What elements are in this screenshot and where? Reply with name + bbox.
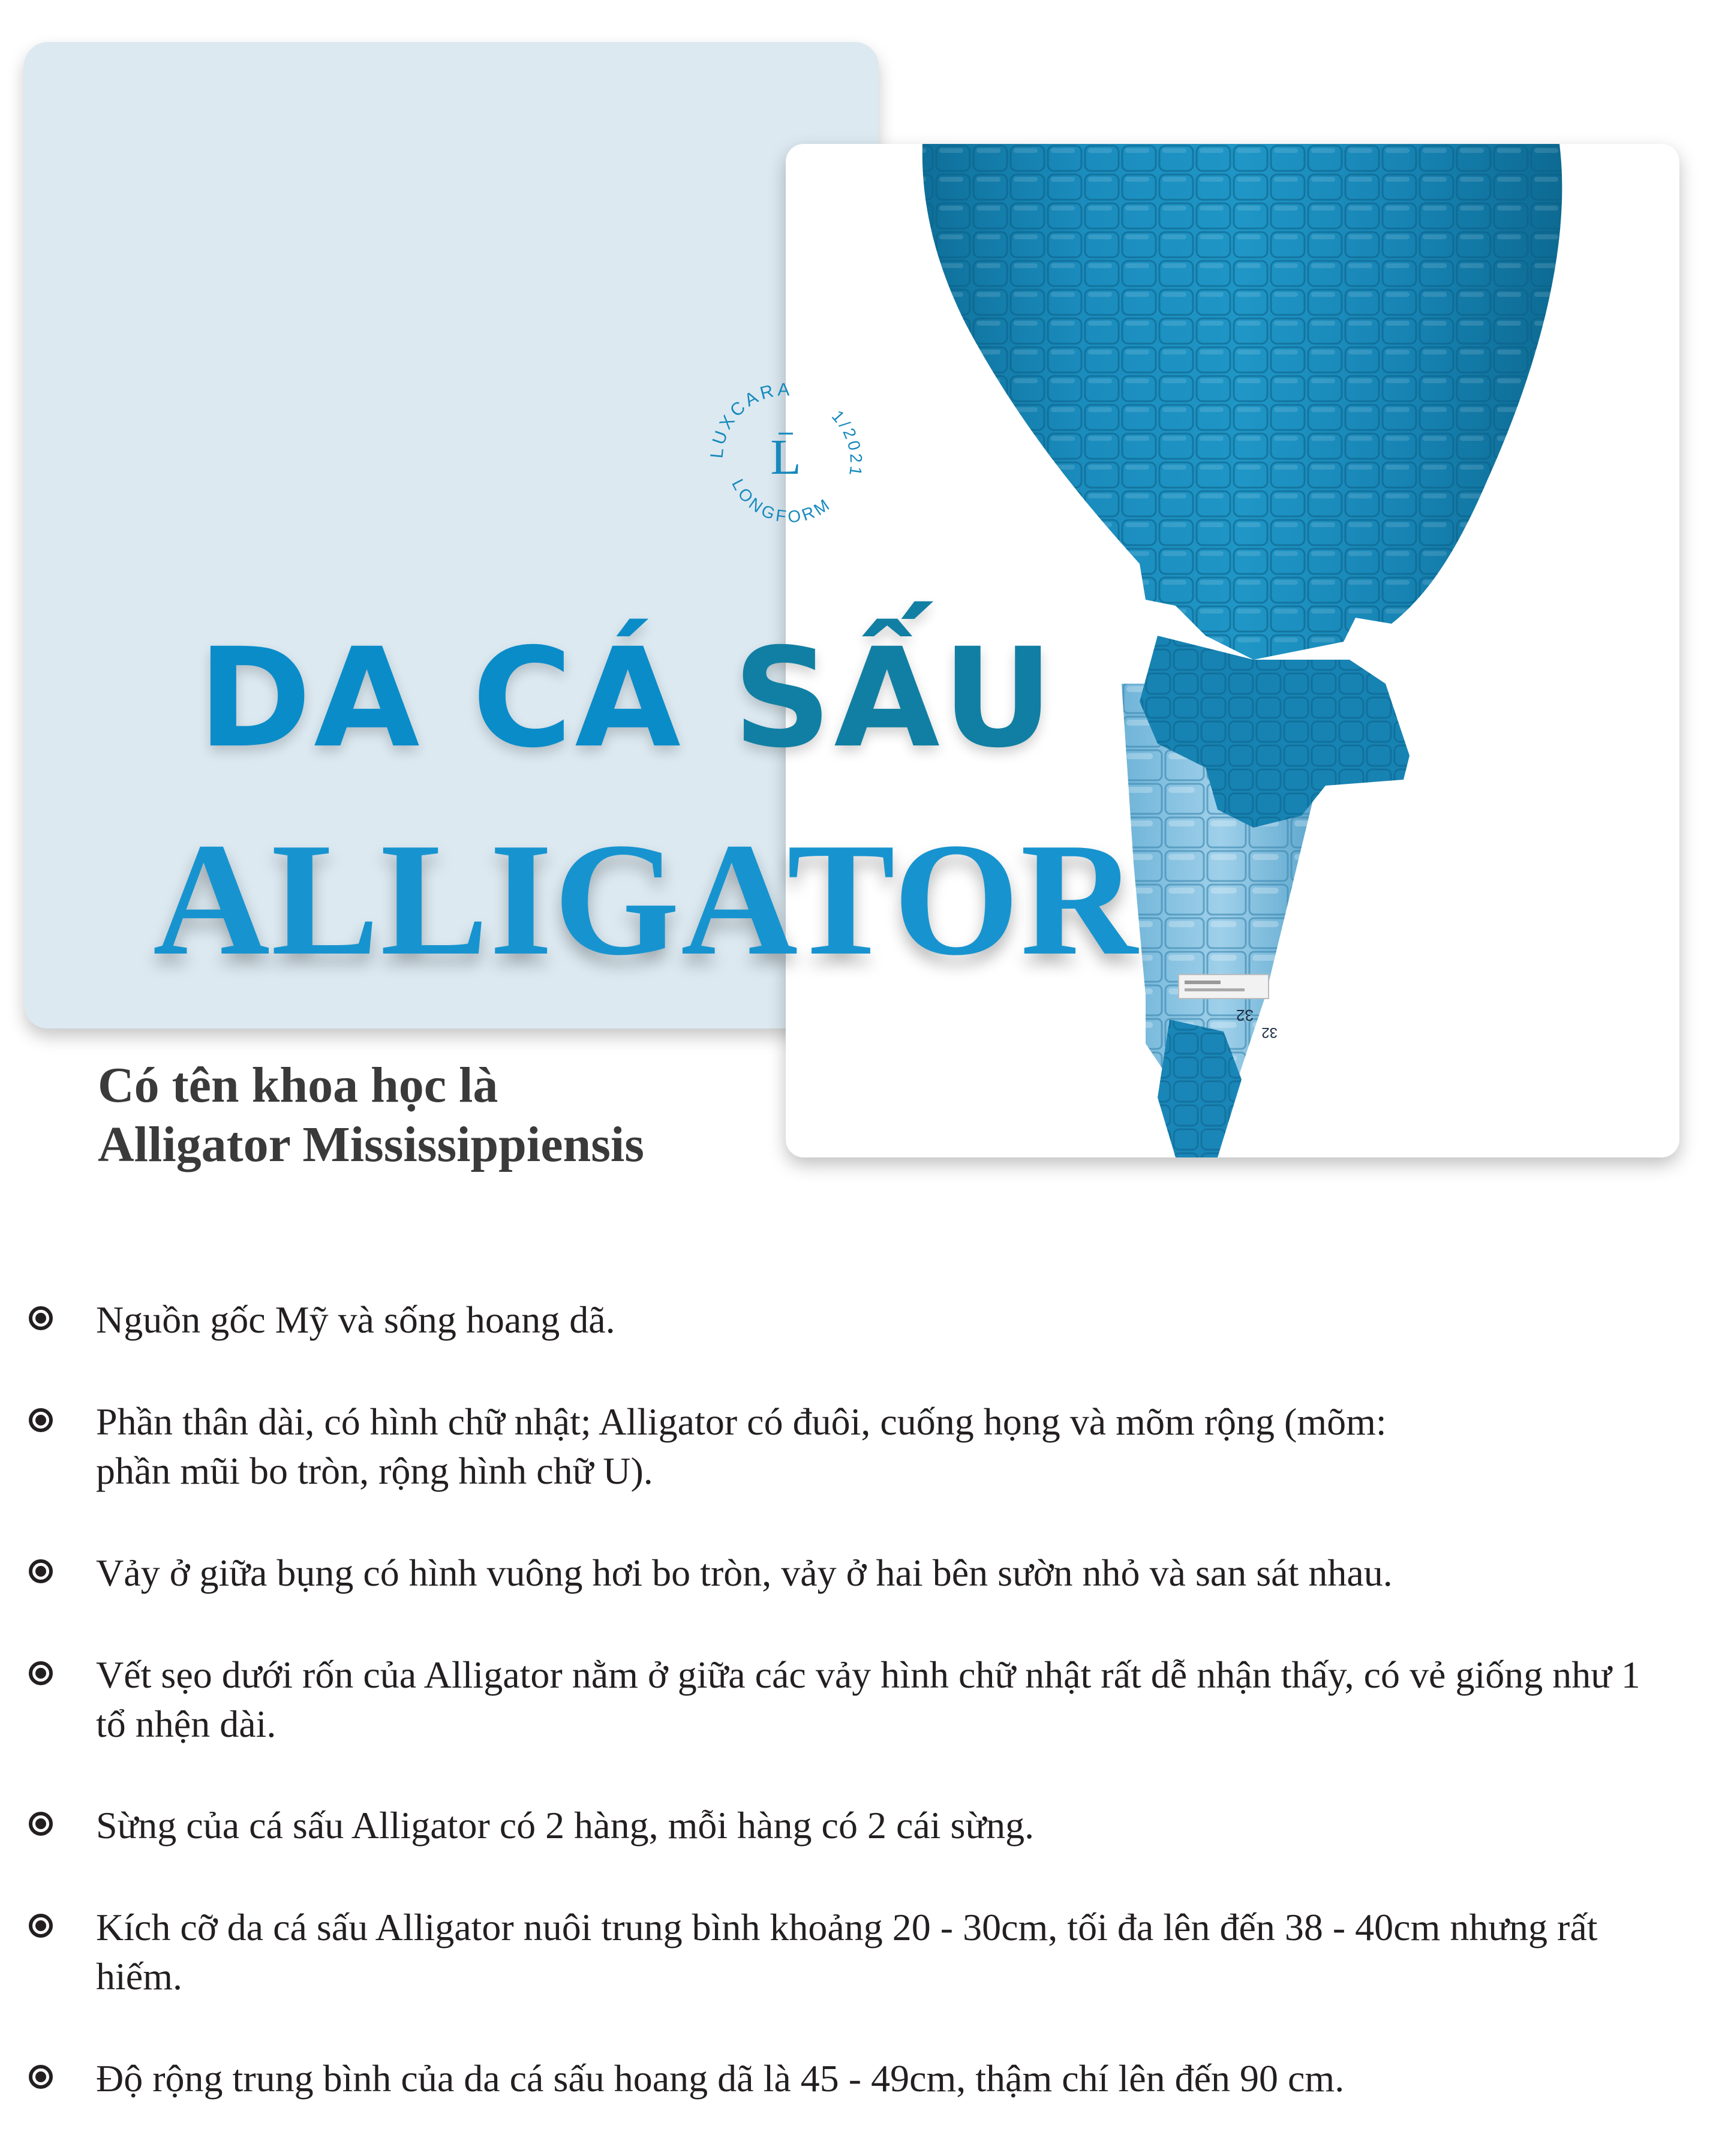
list-item-text: Độ rộng trung bình của da cá sấu hoang dã là 45 - 49cm, thậm chí lên đến 90 cm.: [96, 2057, 1345, 2100]
list-item: [0, 1397, 1655, 1496]
list-item: [0, 1295, 1655, 1345]
seal-monogram: L: [770, 429, 801, 485]
seal-maker: LONGFORM: [728, 476, 835, 527]
tag-number-2: 32: [1261, 1024, 1278, 1041]
list-item-text: Vảy ở giữa bụng có hình vuông hơi bo tròn, vảy ở hai bên sườn nhỏ và san sát nhau.: [96, 1551, 1393, 1594]
subtitle-line1: Có tên khoa học là: [98, 1057, 498, 1113]
list-item: [0, 1903, 1655, 2001]
list-item: [0, 2054, 1655, 2103]
page-title-line1: [198, 618, 1056, 778]
list-item-text: Kích cỡ da cá sấu Alligator nuôi trung bình khoảng 20 - 30cm, tối đa lên đến 38 - 40cm nhưng rất hiếm.: [96, 1906, 1598, 1998]
radio-bullet-icon: [29, 1408, 53, 1432]
list-item-text: Nguồn gốc Mỹ và sống hoang dã.: [96, 1298, 615, 1341]
scientific-name-subtitle: [98, 1056, 644, 1174]
list-item: [0, 1548, 1655, 1598]
seal-brand: LUXCARA: [707, 380, 793, 459]
radio-bullet-icon: [29, 1559, 53, 1583]
radio-bullet-icon: [29, 1306, 53, 1330]
page-title-line2: ALLIGATOR: [153, 810, 1139, 989]
radio-bullet-icon: [29, 1812, 53, 1836]
tag-number-1: 32: [1236, 1006, 1254, 1024]
list-item: [0, 1801, 1655, 1850]
list-item: [0, 1650, 1655, 1749]
feature-list: [0, 1295, 1725, 2156]
seal-date: 1/2021: [828, 407, 866, 480]
title-word-da-ca: DA CÁ: [198, 618, 683, 778]
list-item-text: Vết sẹo dưới rốn của Alligator nằm ở giữa các vảy hình chữ nhật rất dễ nhận thấy, có vẻ giống như 1 tổ nhện dài.: [96, 1653, 1640, 1745]
title-word-sau: SẤU: [733, 618, 1056, 778]
list-item-text: Sừng của cá sấu Alligator có 2 hàng, mỗi hàng có 2 cái sừng.: [96, 1804, 1035, 1847]
subtitle-line2: Alligator Mississippiensis: [98, 1117, 644, 1173]
list-item-text: Phần thân dài, có hình chữ nhật; Alligator có đuôi, cuống họng và mõm rộng (mõm: phần mũi bo tròn, rộng hình chữ U).: [96, 1400, 1387, 1492]
radio-bullet-icon: [29, 1661, 53, 1685]
radio-bullet-icon: [29, 2065, 53, 2089]
luxcara-seal-icon: [696, 369, 876, 549]
radio-bullet-icon: [29, 1914, 53, 1938]
